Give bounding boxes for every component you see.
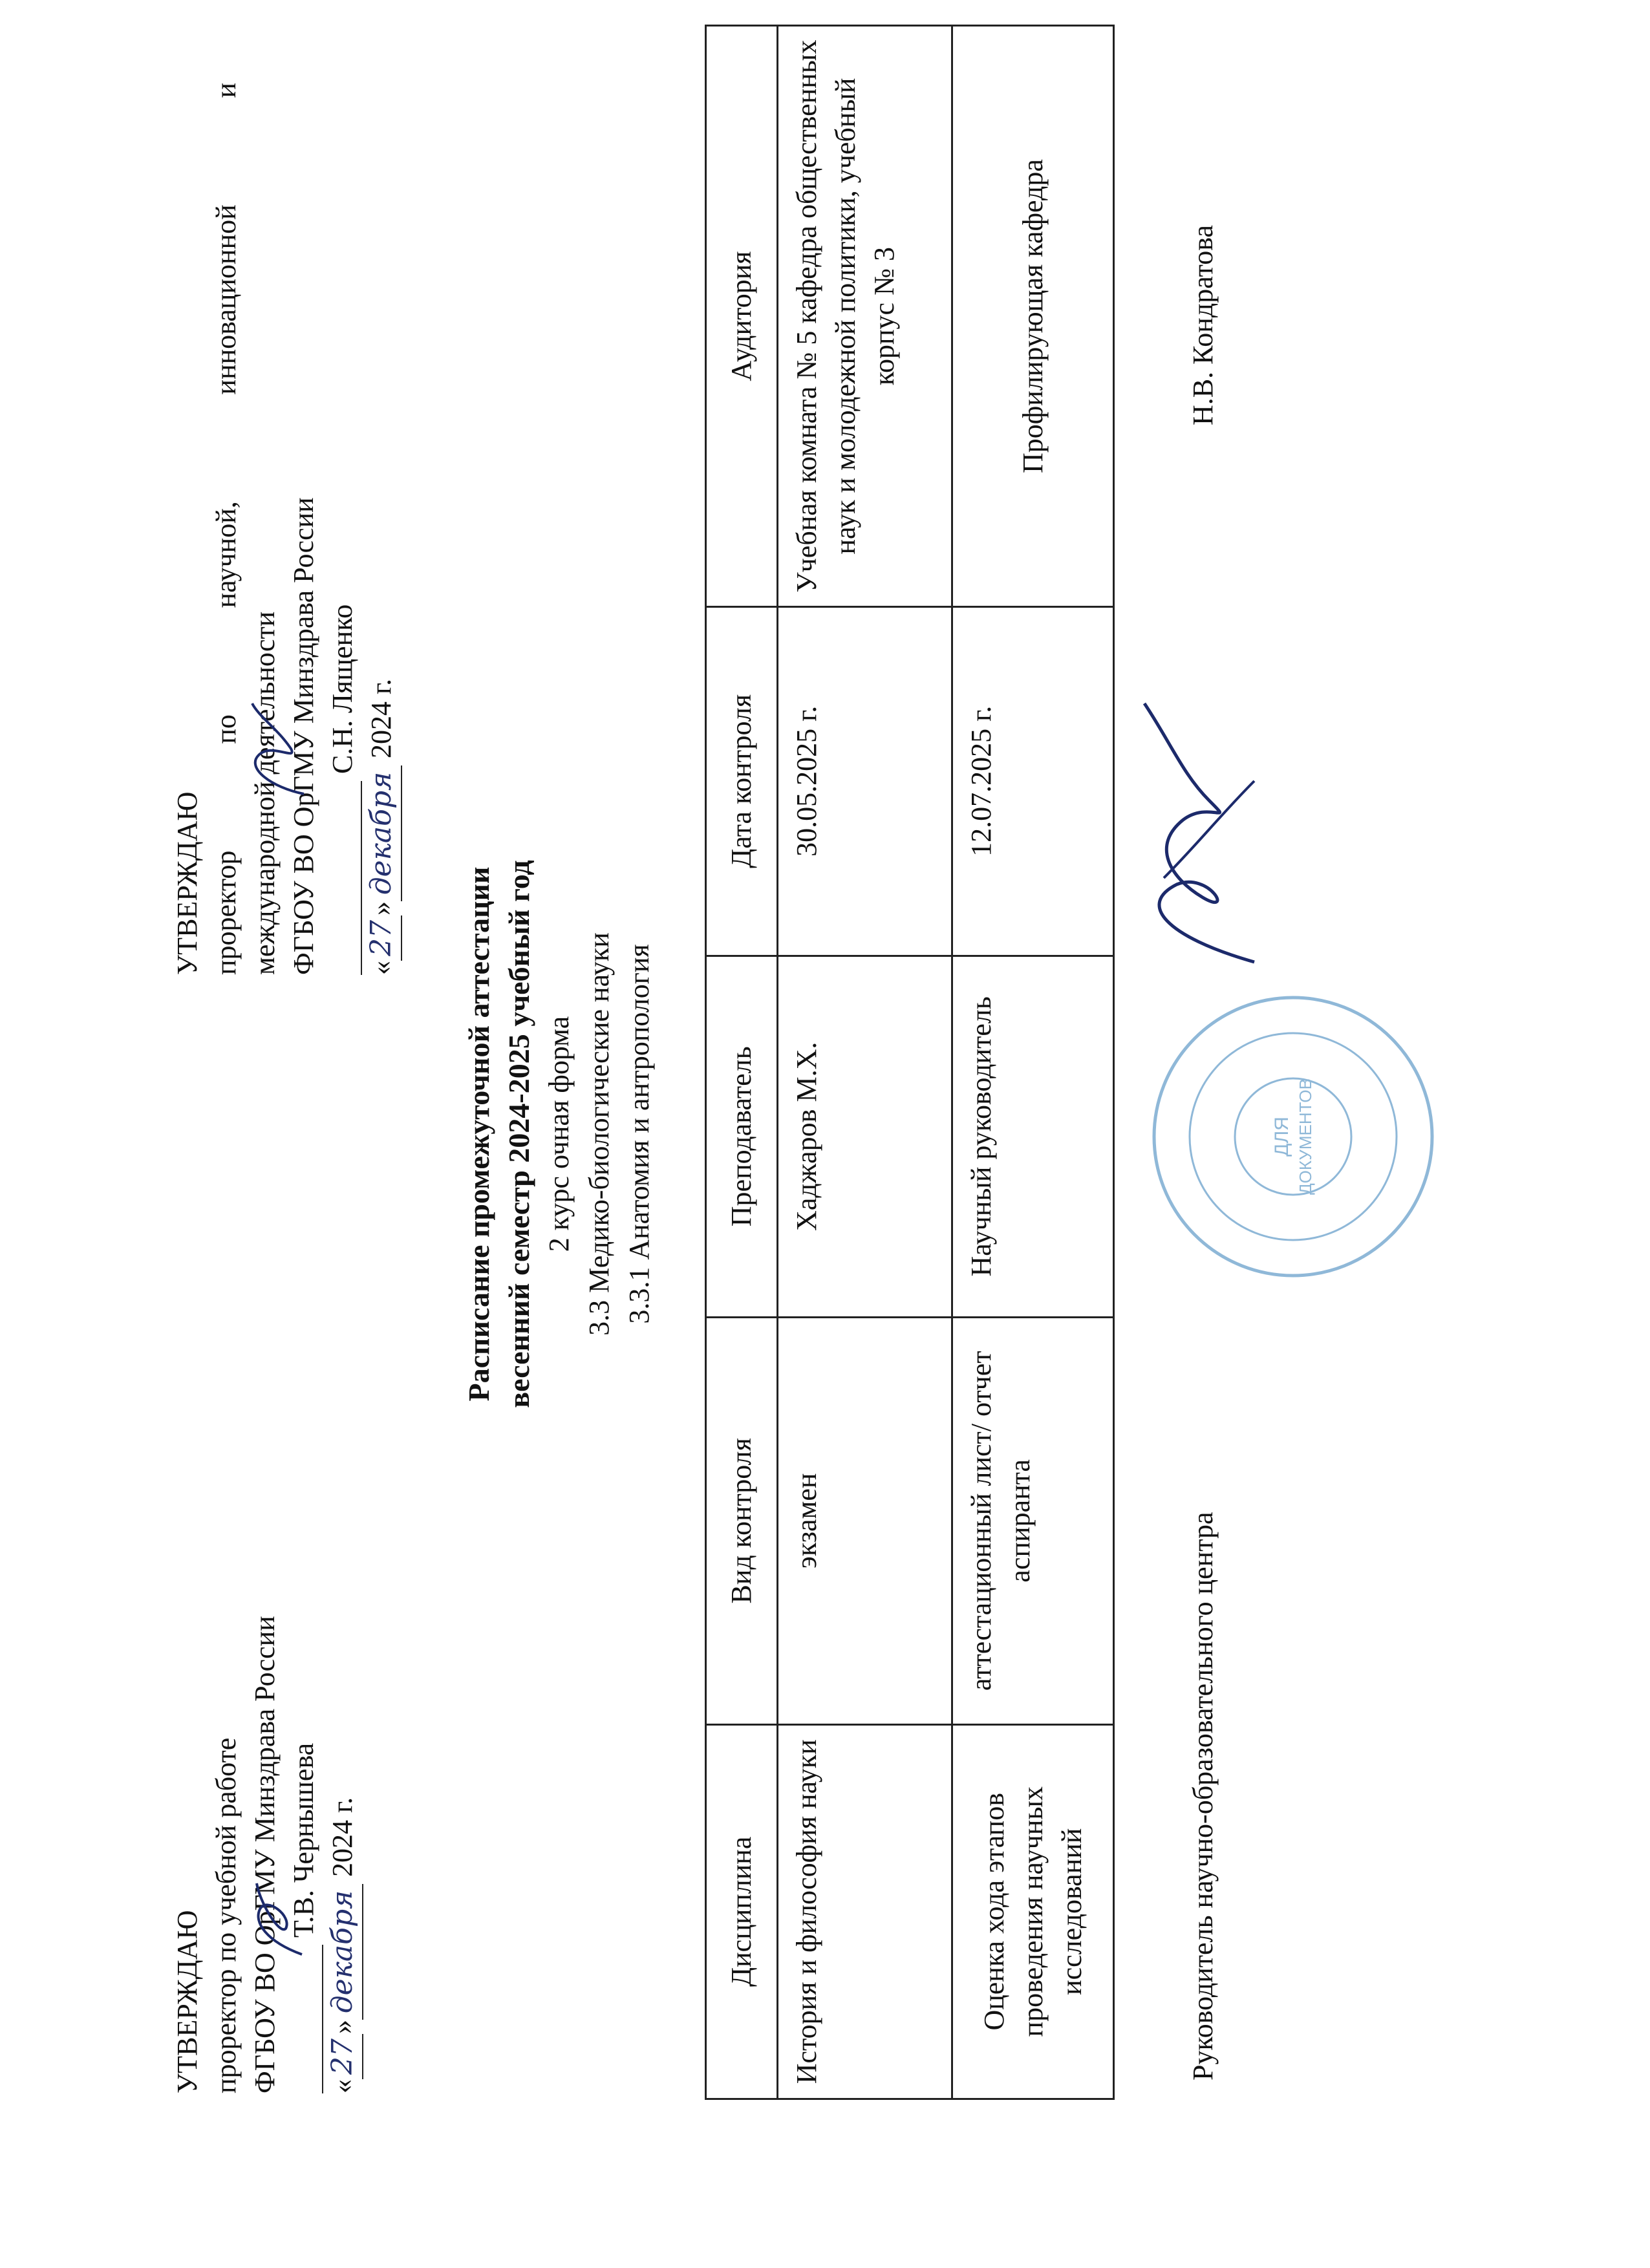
approval-month: декабря [323,1884,363,2020]
cell-room: Профилирующая кафедра [952,26,1114,607]
cell-room: Учебная комната № 5 кафедра общественных наук и молодежной политики, учебный корпус № 3 [778,26,952,607]
approval-day: 27 [323,2034,363,2079]
stamp-center-text: ДОКУМЕНТОВ [1296,1078,1315,1195]
column-header: Дата контроля [706,607,778,956]
title-specialty: 3.3.1 Анатомия и антропология [623,944,655,1324]
official-stamp [1144,988,1442,1285]
approval-heading: УТВЕРЖДАЮ [171,791,203,975]
approval-position-word: инновационной [210,204,242,395]
approval-organization: ФГБОУ ВО ОрГМУ Минздрава России [249,1616,281,2093]
approval-organization: ФГБОУ ВО ОрГМУ Минздрава России [288,497,319,975]
approval-year: 2024 г. [365,678,397,758]
approval-block-right [168,83,402,975]
approval-date: «27»декабря 2024 г. [323,1447,363,2093]
title-line: Расписание промежуточной аттестации [462,866,495,1402]
table-row [778,26,952,2099]
column-header: Вид контроля [706,1318,778,1724]
approval-year: 2024 г. [327,1797,358,1877]
document-title [459,0,659,2268]
handwritten-signature-main [1125,690,1274,975]
cell-teacher: Хаджаров М.Х. [778,956,952,1318]
approval-block-left [168,1447,363,2093]
column-header: Дисциплина [706,1724,778,2099]
approval-position-word: проректор [210,850,242,975]
cell-teacher: Научный руководитель [952,956,1114,1318]
cell-date: 30.05.2025 г. [778,607,952,956]
approval-signer-line [284,1447,323,2093]
cell-discipline: История и философия науки [778,1724,952,2099]
column-header: Аудитория [706,26,778,607]
cell-control: аттестационный лист/ отчет аспиранта [952,1318,1114,1724]
approval-position-word: и [210,83,242,98]
cell-discipline: Оценка хода этапов проведения научных исследований [952,1724,1114,2099]
title-course: 2 курс очная форма [543,1016,575,1252]
title-line: весенний семестр 2024-2025 учебный год [502,860,535,1408]
handwritten-signature-right [233,690,317,807]
column-header: Преподаватель [706,956,778,1318]
approval-day: 27 [362,915,402,961]
schedule-table [705,25,1115,2100]
approval-heading: УТВЕРЖДАЮ [171,1910,203,2093]
approval-signer-line [323,83,362,975]
title-field: 3.3 Медико-биологические науки [583,932,615,1336]
approval-position: проректор по учебной работе [210,1737,242,2093]
footer-name: Н.В. Кондратова [1187,225,1219,425]
signature-line [332,781,362,975]
approval-month: декабря [362,765,402,901]
table-header-row [706,26,778,2099]
approval-signer: Т.В. Чернышева [288,1742,319,1938]
approval-date: «27»декабря 2024 г. [362,83,402,975]
approval-signer: С.Н. Лященко [327,604,358,774]
approval-position [207,83,246,975]
handwritten-signature-left [241,1870,318,1967]
table-row [952,26,1114,2099]
footer-role: Руководитель научно-образовательного центра [1187,1512,1219,2081]
approval-position-word: по [210,714,242,744]
cell-date: 12.07.2025 г. [952,607,1114,956]
cell-control: экзамен [778,1318,952,1724]
approval-position-word: научной, [210,501,242,608]
approval-position-cont: международной деятельности [249,611,281,975]
stamp-center-text: ДЛЯ [1271,1117,1292,1157]
